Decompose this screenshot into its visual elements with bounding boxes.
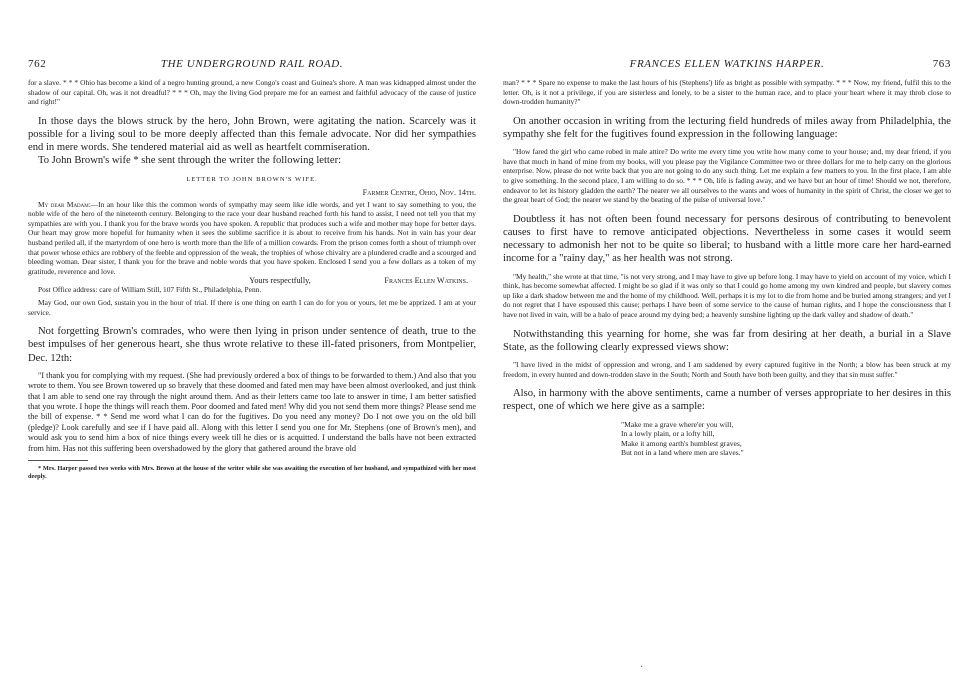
- letter-text: :—In an hour like this the common words of sympathy may seem like idle words, and yet I want to say something to you, the noble wife of the hero of the nineteenth century. Belonging to the race your dear husband reached forth his hand to assist, I need not tell you that my sympathies are with you. I thank you for the brave words you have spoken. A republic that produces such a wife and mother may hope for better days. Our heart may grow more hopeful for humanity when it sees the sublime sacrifice it is about to receive from his hands. Not in vain has your dear husband periled all, if the martyrdom of one hero is worth more than the life of a million cowards. From the prison comes forth a shout of triumph over that power whose ethics are robbery of the feeble and oppression of the weak, the trophies of whose chivalry are a plundered cradle and a scourged and bleeding woman. Dear sister, I thank you for the brave and noble words that you have spoken. Enclosed I send you a few dollars as a token of my gratitude, reverence and love.: [28, 199, 476, 276]
- poem-line: In a lowly plain, or a lofty hill,: [621, 429, 715, 439]
- right-running-head: [503, 58, 951, 74]
- left-quote: "I thank you for complying with my request. (She had previously ordered a box of things to be forwarded to them.) And also that you wrote to them. You see Brown towered up so bravely that these doomed and fated men may have been almost overlooked, and just think that I am able to send one ray through the night around them. And as their letters came too late to answer in time, I am better satisfied that you wrote. I hope the things will reach them. Poor doomed and fated men! Why did you not send them more things? Please send me the bill of expense. * * Send me word what I can do for the fugitives. Do you need any money? Do I not owe you on the old bill (pledge)? Look carefully and see if I have paid all. Along with this letter I send you one for Mr. Stephens (one of Brown's men), and would ask you to send him a box of nice things every week till he dies or is acquitted. I understand the balls have not been extracted from him. Has not this suffering been overshadowed by the glory that gathered around the brave old: [28, 370, 476, 453]
- right-paragraph-2: On another occasion in writing from the lecturing field hundreds of miles away from Philadelphia, the sympathy she felt for the fugitives found expression in the following language:: [503, 115, 951, 140]
- letter-closing: [28, 276, 476, 285]
- letter-signature: Frances Ellen Watkins.: [384, 276, 468, 286]
- left-paragraph-1: for a slave. * * * Ohio has become a kind of a negro hunting ground, a new Congo's coast and Guinea's shore. A man was kidnapped almost under the shadow of our capital. Oh, was it not dreadful? * * * Oh, may the living God prepare me for an earnest and faithful advocacy of the cause of justice and right!": [28, 78, 476, 107]
- left-footnote: * Mrs. Harper passed two weeks with Mrs. Brown at the house of the writer while she was awaiting the execution of her husband, and sympathized with her most deeply.: [28, 464, 476, 481]
- scan-speck: ·: [640, 662, 644, 673]
- left-page: [28, 0, 476, 690]
- right-quote-2: "My health," she wrote at that time, "is not very strong, and I may have to give up before long. I may have to yield on account of my voice, which I think, has become somewhat affected. I might be so glad if it was only so that I could go home among my own kindred and people, but slavery comes up like a dark shadow between me and the home of my childhood. Well, perhaps it is my lot to die from home and be buried among strangers; and yet I do not regret that I have espoused this cause; perhaps I have been of some service to the cause of human rights, and I hope the consciousness that I have not lived in vain, will be a halo of peace around my dying bed; a heavenly sunshine lighting up the dark valley and shadow of death.": [503, 271, 951, 319]
- right-quote-3: "I have lived in the midst of oppression and wrong, and I am saddened by every captured fugitive in the North; a blow has been struck at my freedom, in every hunted and down-trodden slave in the South; North and South have both been guilty, and they that sin must suffer.": [503, 359, 951, 379]
- letter-heading: LETTER TO JOHN BROWN'S WIFE.: [186, 175, 318, 183]
- poem-line: But not in a land where men are slaves.": [621, 448, 744, 458]
- right-page-body: [503, 78, 951, 458]
- poem-line: "Make me a grave where'er you will,: [621, 419, 734, 429]
- poem-stanza: [621, 420, 951, 458]
- letter-body: [28, 200, 476, 277]
- letter-address: Post Office address: care of William Still, 107 Fifth St., Philadelphia, Penn.: [38, 285, 262, 295]
- right-running-title: FRANCES ELLEN WATKINS HARPER.: [629, 58, 825, 70]
- letter-salutation: My dear Madam: [38, 199, 89, 209]
- letter-dateline: Farmer Centre, Ohio, Nov. 14th.: [362, 187, 476, 197]
- left-running-head: [28, 58, 476, 74]
- right-paragraph-4: Notwithstanding this yearning for home, she was far from desiring at her death, a burial in a Slave State, as the following clearly expressed views show:: [503, 328, 951, 353]
- right-page: [503, 0, 951, 690]
- right-paragraph-3: Doubtless it has not often been found necessary for persons desirous of contributing to benevolent causes to first have to remove anticipated objections. Nevertheless in some cases it would seem necessary to admonish her not to be quite so liberal; to husband with a little more care her hard-earned income for a "rainy day," as her health was not strong.: [503, 213, 951, 265]
- left-page-body: [28, 78, 476, 482]
- footnote-rule: [28, 460, 88, 461]
- letter-postscript: May God, our own God, sustain you in the hour of trial. If there is one thing on earth I can do for you or yours, let me be apprized. I am at your service.: [28, 297, 476, 317]
- letter-closing-text: Yours respectfully,: [249, 276, 311, 286]
- right-page-number: 763: [932, 58, 951, 70]
- left-paragraph-3: To John Brown's wife * she sent through the writer the following letter:: [38, 155, 342, 167]
- right-paragraph-5: Also, in harmony with the above sentiments, came a number of verses appropriate to her desires in this respect, one of which we here give as a sample:: [503, 388, 951, 413]
- right-quote-1: "How fared the girl who came robed in male attire? Do write me every time you write how many come to your house; and, my dear friend, if you have that much in hand of mine from my books, will you please pay the Vigilance Committee two or three dollars for me to help carry on the glorious enterprise. Now, please do not write back that you are not going to do any such thing. Let me explain a few matters to you. In the first place, I am able to give something. In the second place, I am willing to do so. * * * Oh, life is fading away, and we have but an hour of time! Should we not, therefore, endeavor to let its history gladden the earth? The nearer we all ourselves to the wants and woes of humanity in the spirit of Christ, the closer we get to the great heart of God; the nearer we stand by the beating of the pulse of universal love.": [503, 147, 951, 205]
- poem-line: Make it among earth's humblest graves,: [621, 438, 742, 448]
- left-page-number: 762: [28, 58, 47, 70]
- left-paragraph-4: Not forgetting Brown's comrades, who were then lying in prison under sentence of death, true to the best impulses of her generous heart, she thus wrote relative to these ill-fated prisoners, from Montpelier, Dec. 12th:: [28, 326, 476, 364]
- left-paragraph-2: In those days the blows struck by the hero, John Brown, were agitating the nation. Scarcely was it possible for a living soul to be more deeply affected than this female advocate. Nor did her sympathies end in mere words. She tendered material aid as well as heartfelt commiseration.: [28, 115, 476, 154]
- right-paragraph-1: man? * * * Spare no expense to make the last hours of his (Stephens') life as bright as possible with sympathy. * * * Now, my friend, fulfil this to the letter. Oh, is it not a privilege, if you are sisterless and lonely, to be a sister to the human race, and to place your heart where it may throb close to down-trodden humanity?": [503, 78, 951, 107]
- left-running-title: THE UNDERGROUND RAIL ROAD.: [160, 58, 344, 70]
